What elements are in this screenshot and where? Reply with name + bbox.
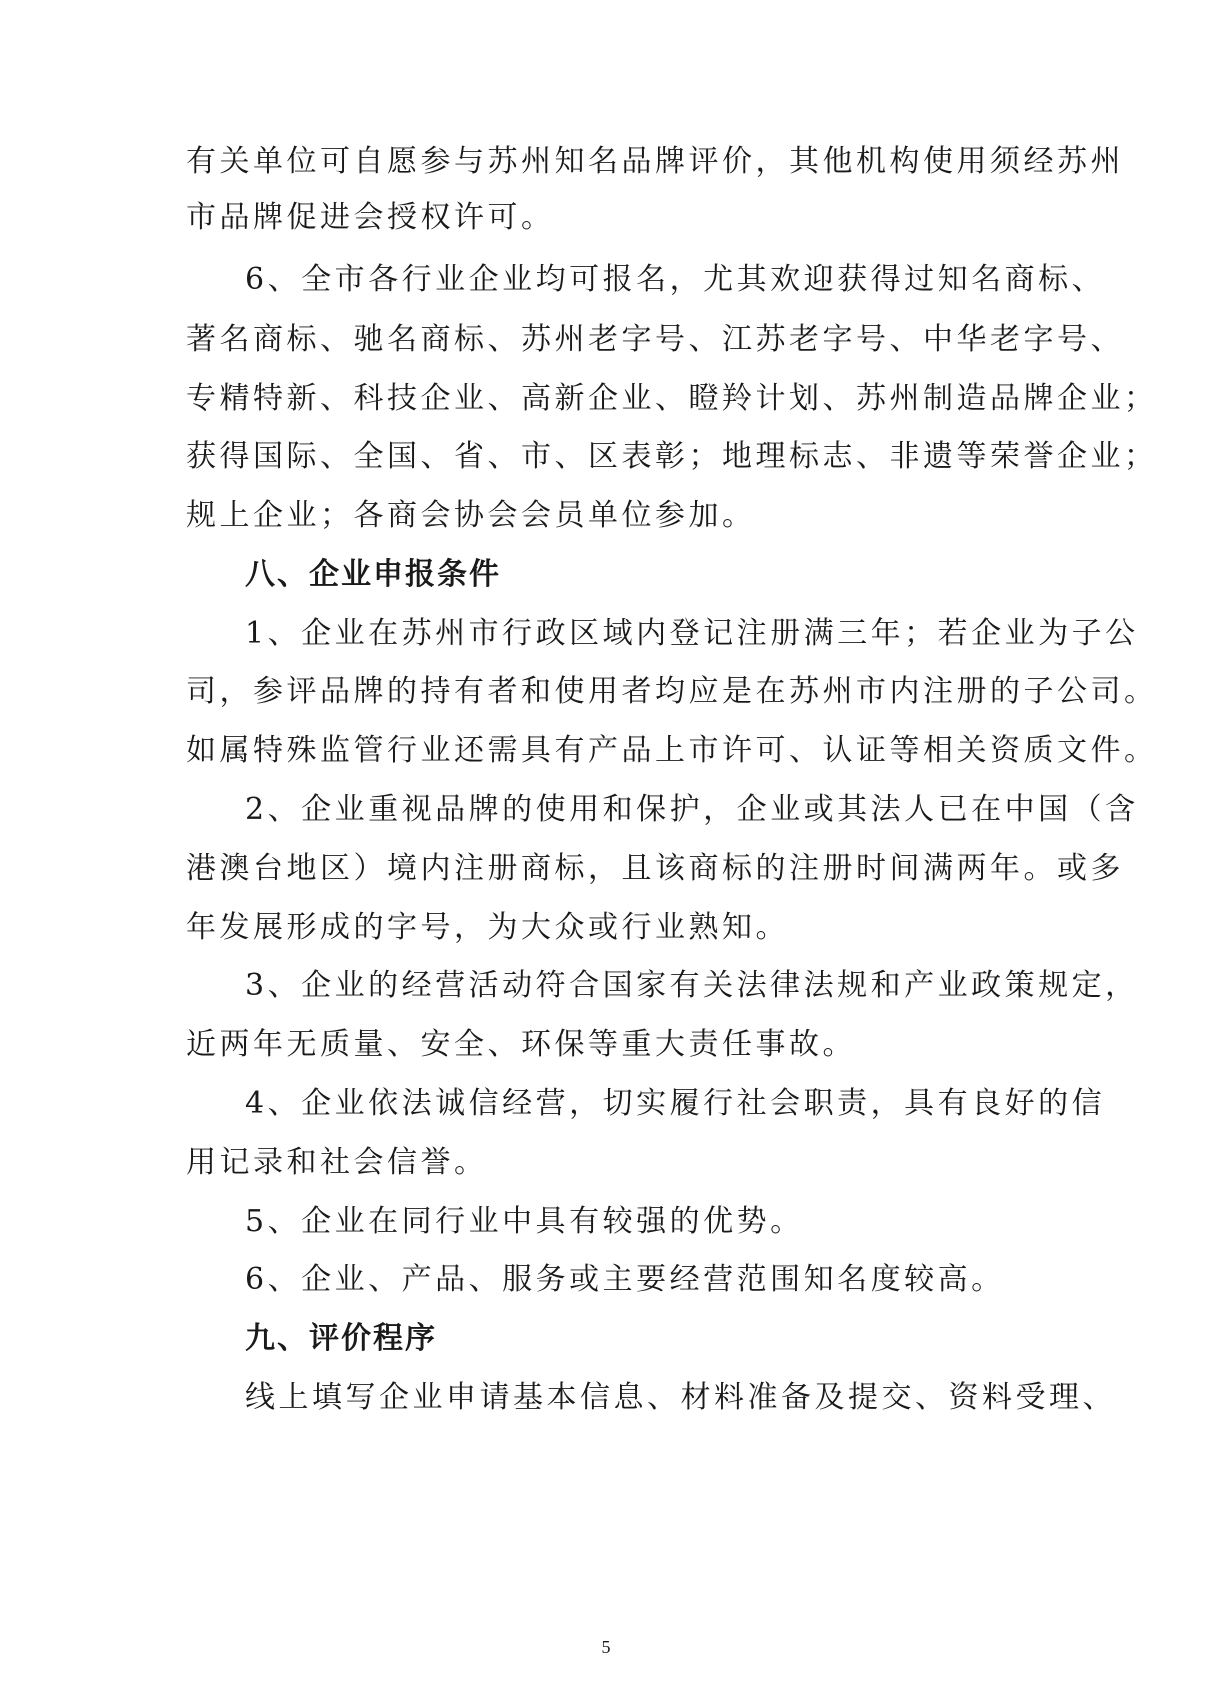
text-line: 用记录和社会信誉。	[186, 1145, 488, 1180]
text-line: 规上企业；各商会协会会员单位参加。	[186, 498, 756, 533]
text-line: 5、企业在同行业中具有较强的优势。	[245, 1204, 804, 1239]
text-line: 获得国际、全国、省、市、区表彰；地理标志、非遗等荣誉企业；	[186, 439, 1158, 474]
text-line: 线上填写企业申请基本信息、材料准备及提交、资料受理、	[245, 1380, 1116, 1415]
text-line: 4、企业依法诚信经营，切实履行社会职责，具有良好的信	[245, 1086, 1106, 1121]
text-line: 近两年无质量、安全、环保等重大责任事故。	[186, 1027, 856, 1062]
page-number: 5	[601, 1637, 611, 1657]
text-line: 6、全市各行业企业均可报名，尤其欢迎获得过知名商标、	[245, 262, 1106, 297]
text-line: 2、企业重视品牌的使用和保护，企业或其法人已在中国（含	[245, 792, 1139, 827]
section-heading-8: 八、企业申报条件	[245, 557, 501, 592]
text-line: 有关单位可自愿参与苏州知名品牌评价，其他机构使用须经苏州	[186, 144, 1124, 179]
text-line: 如属特殊监管行业还需具有产品上市许可、认证等相关资质文件。	[186, 733, 1158, 768]
section-heading-9: 九、评价程序	[245, 1321, 437, 1356]
text-line: 6、企业、产品、服务或主要经营范围知名度较高。	[245, 1262, 1005, 1297]
text-line: 著名商标、驰名商标、苏州老字号、江苏老字号、中华老字号、	[186, 322, 1124, 357]
text-line: 3、企业的经营活动符合国家有关法律法规和产业政策规定，	[245, 968, 1139, 1003]
text-line: 司，参评品牌的持有者和使用者均应是在苏州市内注册的子公司。	[186, 674, 1158, 709]
text-line: 年发展形成的字号，为大众或行业熟知。	[186, 910, 789, 945]
text-line: 市品牌促进会授权许可。	[186, 200, 555, 235]
text-line: 港澳台地区）境内注册商标，且该商标的注册时间满两年。或多	[186, 851, 1124, 886]
text-line: 专精特新、科技企业、高新企业、瞪羚计划、苏州制造品牌企业；	[186, 381, 1158, 416]
text-line: 1、企业在苏州市行政区域内登记注册满三年；若企业为子公	[245, 616, 1139, 651]
